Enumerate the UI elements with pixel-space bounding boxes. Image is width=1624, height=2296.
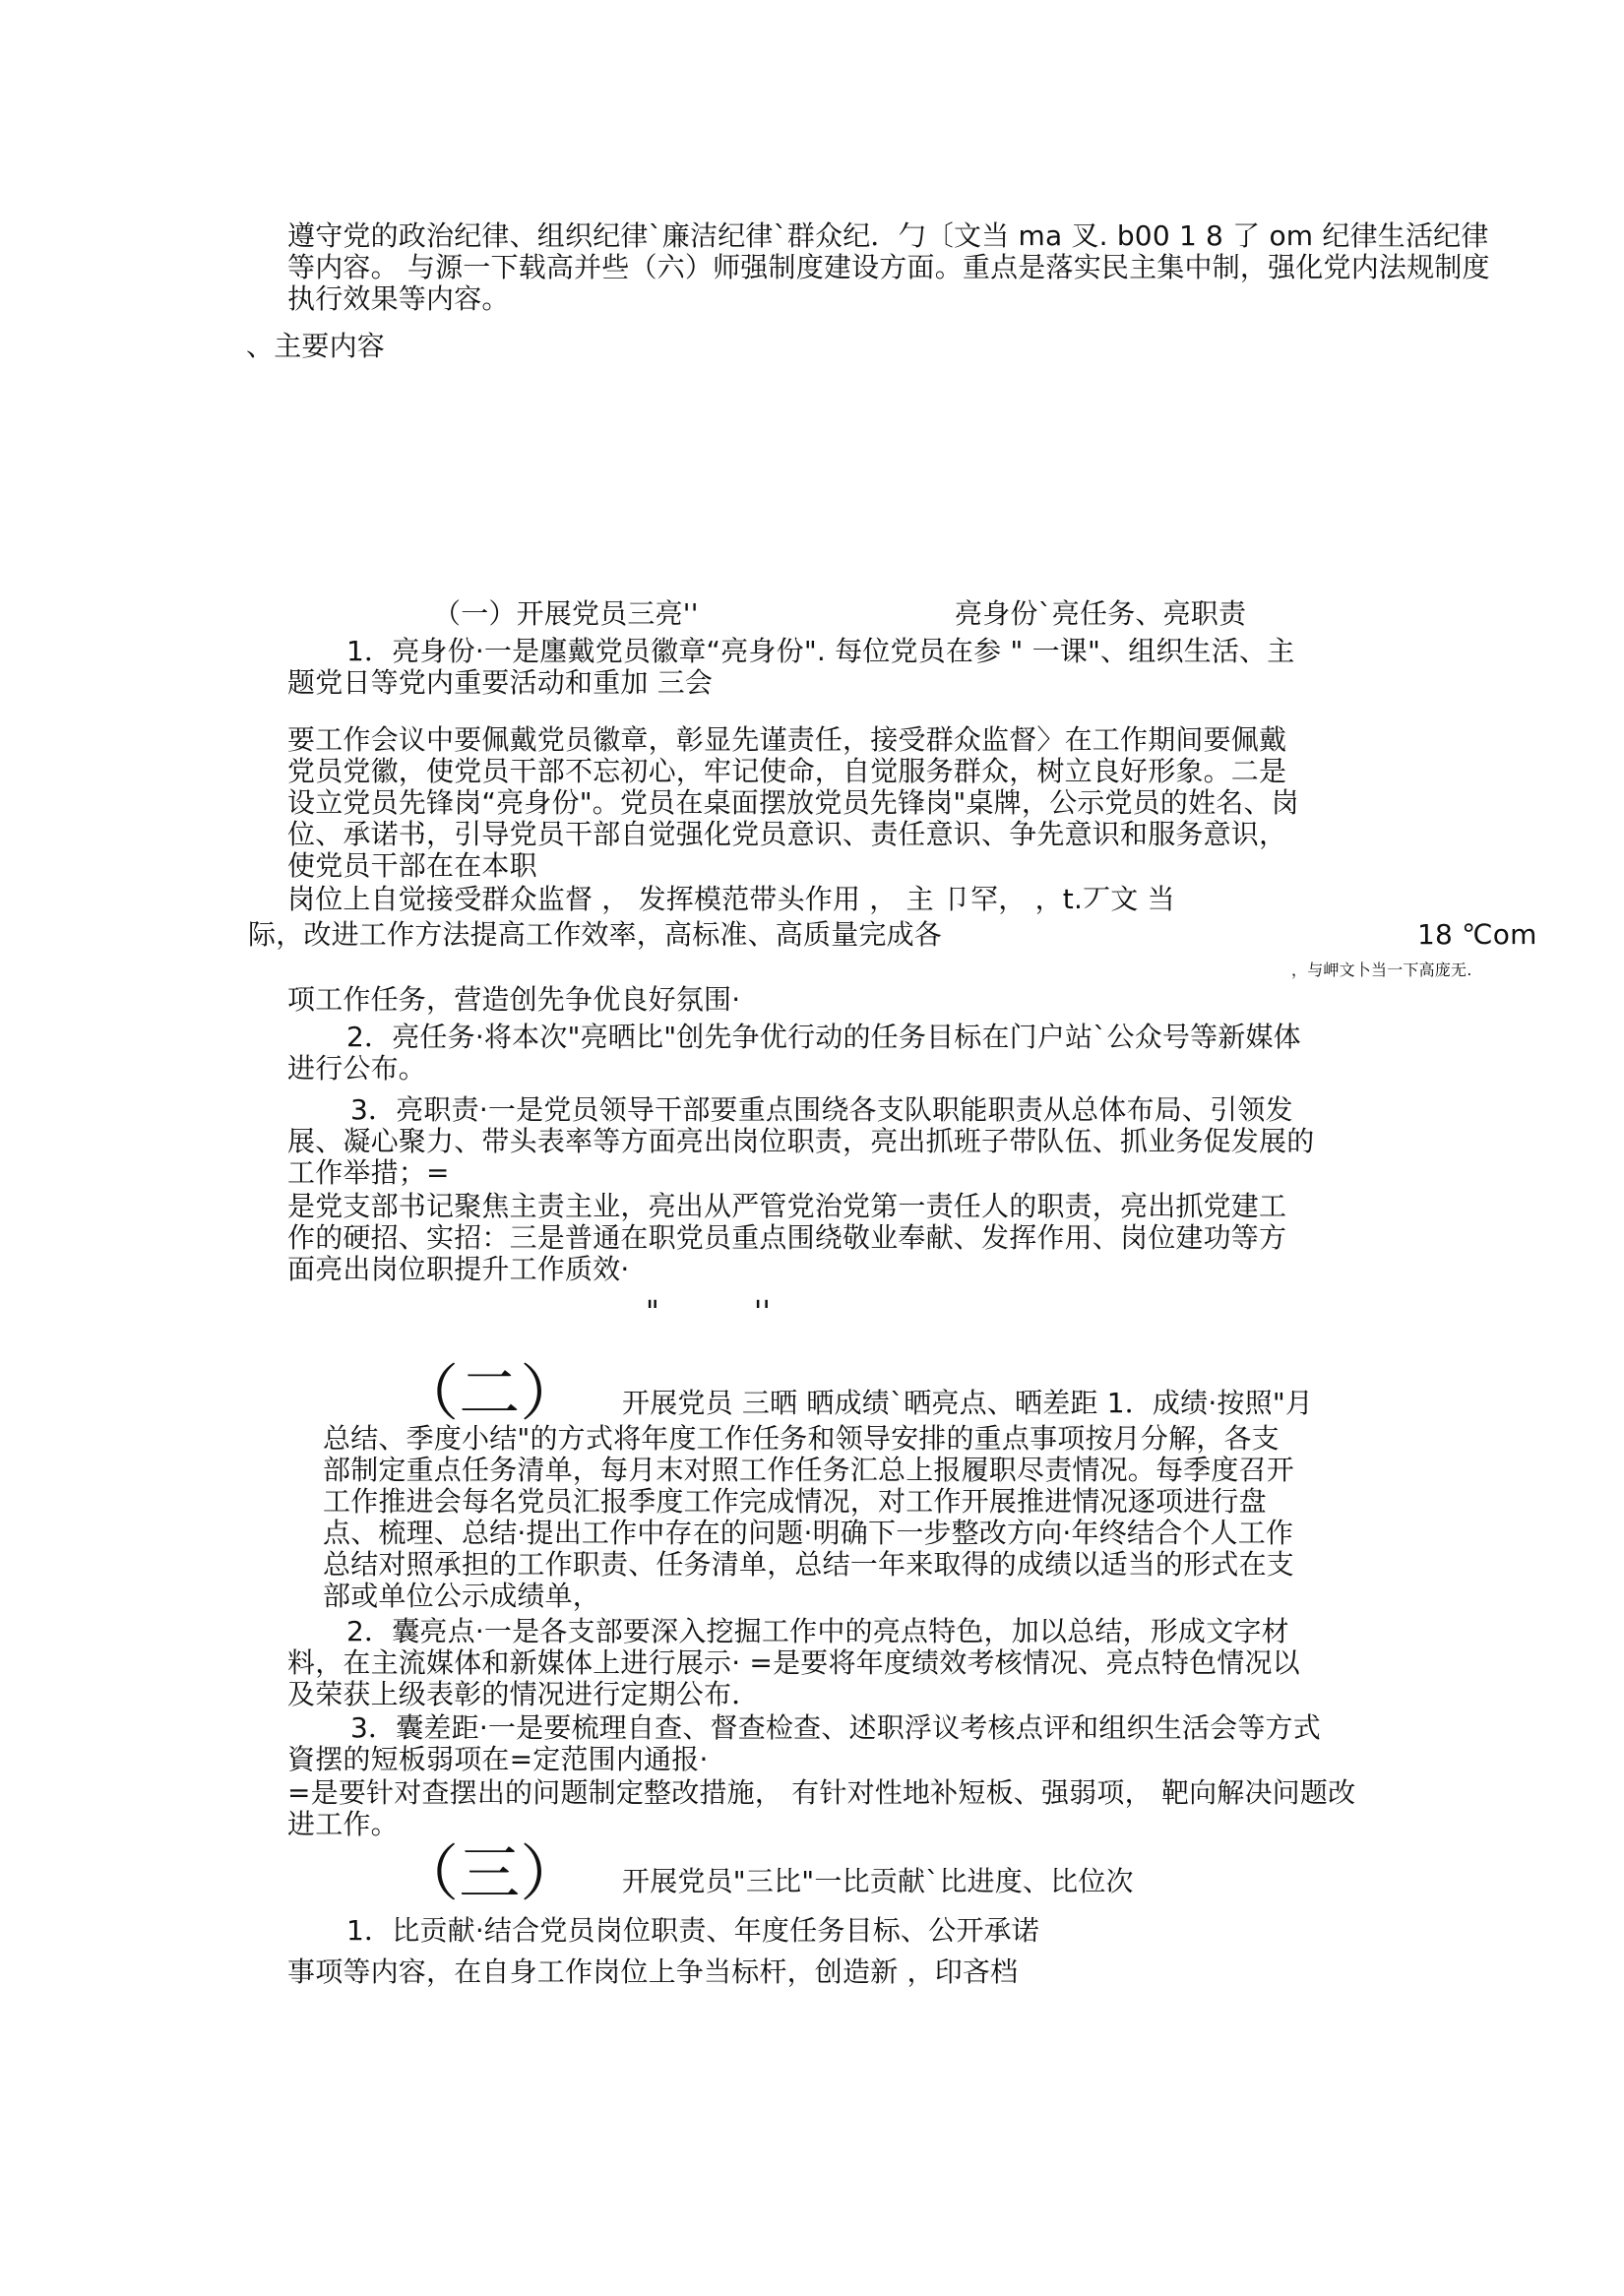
section2-line5: 总结对照承担的工作职责、任务清单，总结一年来取得的成绩以适当的形式在支 — [323, 1548, 1295, 1581]
section1-p4-line1: 3．亮职责·一是党员领导干部要重点围绕各支队职能职责从总体布局、引领发 — [350, 1093, 1293, 1126]
section1-p2-right: 18 ℃om — [1417, 918, 1537, 951]
section2-p3-line2: 資摆的短板弱项在=定范围内通报· — [287, 1743, 709, 1775]
section1-p2-line7: 际，改进工作方法提高工作效率，高标准、高质量完成各 — [248, 918, 943, 951]
intro-line-2: 等内容。 与源一下载高并些（六）师强制度建设方面。重点是落实民主集中制，强化党内法规制度 — [287, 251, 1490, 283]
section3-number: （三） — [398, 1837, 582, 1909]
quote-mark-right: '' — [754, 1295, 771, 1330]
quote-mark-left: " — [646, 1295, 659, 1330]
main-heading: 、主要内容 — [246, 330, 386, 362]
section2-p3-line1: 3．囊差距·一是要梳理自查、督查检查、述职浮议考核点评和组织生活会等方式 — [350, 1711, 1321, 1744]
section1-p4-line6: 面亮出岗位职提升工作质效· — [287, 1253, 630, 1285]
section1-p1-line1: 1．亮身份·一是廛戴党员徽章“亮身份". 每位党员在参 " 一课"、组织生活、主 — [346, 635, 1295, 667]
section2-number: （二） — [398, 1357, 582, 1429]
section2-line2: 部制定重点任务清单，每月末对照工作任务汇总上报履职尽责情况。每季度召开 — [323, 1454, 1295, 1486]
section2-line4: 点、梳理、总结·提出工作中存在的问题·明确下一步整改方向·年终结合个人工作 — [323, 1517, 1294, 1549]
section3-p1-line1: 1．比贡献·结合党员岗位职责、年度任务目标、公开承诺 — [346, 1914, 1039, 1947]
section2-line1: 总结、季度小结"的方式将年度工作任务和领导安排的重点事项按月分解，各支 — [323, 1422, 1280, 1455]
intro-line-1: 遵守党的政治纪律、组织纪律`廉洁纪律`群众纪．勹〔文当 ma 叉. b00 1 8 了 om 纪律生活纪律 — [287, 219, 1489, 252]
section1-p2-line3: 设立党员先锋岗“亮身份"。党员在桌面摆放党员先锋岗"桌牌，公示党员的姓名、岗 — [287, 786, 1299, 819]
section2-title: 开展党员 三晒 晒成绩`晒亮点、晒差距 1．成绩·按照"月 — [622, 1387, 1314, 1419]
section2-p3-line3: =是要针对查摆出的问题制定整改措施， 有针对性地补短板、强弱项， 靶向解决问题改 — [287, 1776, 1356, 1809]
section1-p2-line1: 要工作会议中要佩戴党员徽章，彰显先谨责任，接受群众监督〉在工作期间要佩戴 — [287, 723, 1287, 756]
section1-p4-line4: 是党支部书记聚焦主责主业，亮出从严管党治党第一责任人的职责，亮出抓党建工 — [287, 1190, 1287, 1222]
section1-p2-line8: 项工作任务，营造创先争优良好氛围· — [287, 983, 741, 1016]
section2-line3: 工作推进会每名党员汇报季度工作完成情况，对工作开展推进情况逐项进行盘 — [323, 1485, 1267, 1518]
section1-p2-note: ，与岬文卜当一下高庞无. — [1291, 961, 1472, 979]
section1-p4-line2: 展、凝心聚力、带头表率等方面亮出岗位职责，亮出抓班子带队伍、抓业务促发展的 — [287, 1125, 1315, 1157]
section1-p3-line1: 2．亮任务·将本次"亮晒比"创先争优行动的任务目标在门户站`公众号等新媒体 — [346, 1021, 1301, 1053]
section1-p1-line2: 题党日等党内重要活动和重加 三会 — [287, 666, 714, 699]
intro-line-3: 执行效果等内容。 — [287, 282, 510, 315]
section1-p3-line2: 进行公布。 — [287, 1052, 427, 1085]
section1-p2-line2: 党员党徽，使党员干部不忘初心，牢记使命，自觉服务群众，树立良好形象。二是 — [287, 755, 1287, 787]
section1-p4-line3: 工作举措；= — [287, 1156, 450, 1189]
section1-p4-line5: 作的硬招、实招：三是普通在职党员重点围绕敬业奉献、发挥作用、岗位建功等方 — [287, 1221, 1287, 1254]
section2-p2-line1: 2．囊亮点·一是各支部要深入挖掘工作中的亮点特色，加以总结，形成文字材 — [346, 1615, 1289, 1647]
section1-title-right: 亮身份`亮任务、亮职责 — [955, 597, 1247, 630]
section2-p2-line2: 料，在主流媒体和新媒体上进行展示· =是要将年度绩效考核情况、亮点特色情况以 — [287, 1646, 1300, 1679]
section3-p1-line2: 事项等内容，在自身工作岗位上争当标杆，创造新 ，印吝档 — [287, 1955, 1019, 1988]
section2-p3-line4: 进工作。 — [287, 1808, 399, 1840]
section2-p2-line3: 及荣获上级表彰的情况进行定期公布． — [287, 1678, 760, 1710]
section1-p2-line6: 岗位上自觉接受群众监督 ， 发挥模范带头作用 ， 主 卩罕， ，t.丆文 当 — [287, 883, 1175, 915]
section1-p2-line5: 使党员干部在在本职 — [287, 849, 537, 882]
section2-line6: 部或单位公示成绩单， — [323, 1580, 601, 1612]
section1-title-left: （一）开展党员三亮'' — [433, 597, 699, 630]
section3-title: 开展党员"三比"一比贡献`比进度、比位次 — [622, 1865, 1134, 1897]
section1-p2-line4: 位、承诺书，引导党员干部自觉强化党员意识、责任意识、争先意识和服务意识， — [287, 818, 1287, 850]
